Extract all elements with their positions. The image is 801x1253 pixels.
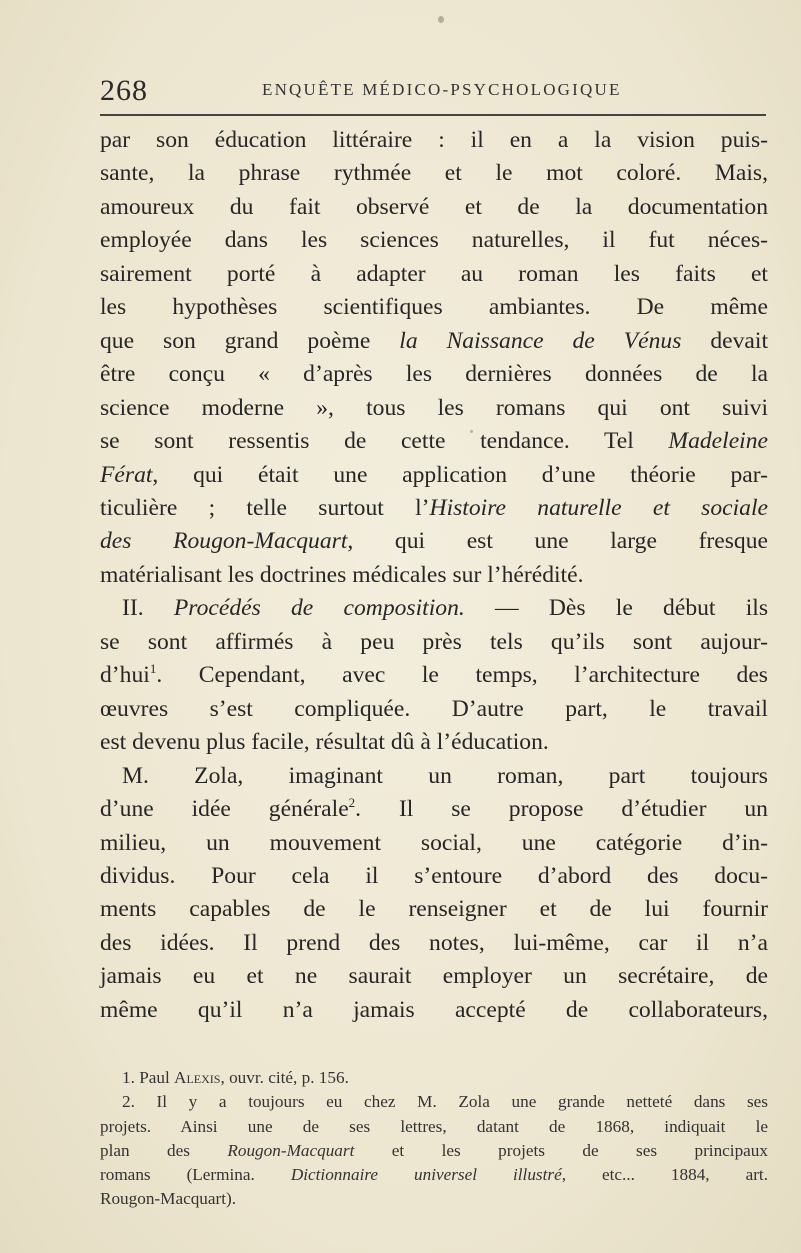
text-line: amoureux du fait observé et de la documentation: [100, 193, 768, 220]
footnote-line: projets. Ainsi une de ses lettres, datant de 1868, indiquait le: [100, 1116, 768, 1136]
text-line: que son grand poème la Naissance de Vénus devait: [100, 327, 769, 354]
text-line: les hypothèses scientifiques ambiantes. De même: [100, 294, 768, 321]
footnote-line: Rougon-Macquart).: [100, 1189, 237, 1209]
text-line: œuvres s’est compliquée. D’autre part, le travail: [100, 695, 768, 722]
footnote-1: 1. Paul Alexis, ouvr. cité, p. 156.: [122, 1068, 349, 1087]
text-line: sante, la phrase rythmée et le mot coloré. Mais,: [100, 160, 768, 187]
text-line: des idées. Il prend des notes, lui-même, car il n’a: [100, 929, 768, 956]
text-line: dividus. Pour cela il s’entoure d’abord des docu-: [100, 862, 768, 889]
text-line: matérialisant les doctrines médicales sur l’hérédité.: [100, 561, 584, 588]
text-line: d’hui$^1$. Cependant, avec le temps, l’architecture des: [100, 661, 768, 689]
footnote-line: plan des Rougon-Macquart et les projets de ses principaux: [100, 1140, 768, 1160]
text-line: sairement porté à adapter au roman les faits et: [100, 260, 768, 287]
page-number: 268: [100, 74, 148, 107]
text-line: est devenu plus facile, résultat dû à l’éducation.: [100, 729, 549, 756]
text-line: jamais eu et ne saurait employer un secrétaire, de: [100, 963, 768, 990]
footnotes: [100, 1066, 768, 1212]
text-line: se sont affirmés à peu près tels qu’ils sont aujour-: [100, 628, 768, 655]
page-header: [100, 74, 764, 108]
text-line: employée dans les sciences naturelles, il fut néces-: [100, 227, 768, 254]
text-line: être conçu « d’après les dernières données de la: [100, 361, 768, 388]
text-line: par son éducation littéraire : il en a la vision puis-: [100, 127, 768, 153]
main-text: [100, 124, 768, 1027]
text-line: science moderne », tous les romans qui ont suivi: [100, 394, 768, 421]
section-heading-line: II. Procédés de composition. — Dès le début ils: [122, 595, 768, 622]
footnote-2: 2. Il y a toujours eu chez M. Zola une grande netteté dans ses: [122, 1092, 768, 1112]
text-line: même qu’il n’a jamais accepté de collaborateurs,: [100, 996, 768, 1023]
text-line: ticulière ; telle surtout l’Histoire naturelle et sociale: [100, 494, 768, 521]
running-head: ENQUÊTE MÉDICO-PSYCHOLOGIQUE: [262, 80, 622, 99]
footnote-line: romans (Lermina. Dictionnaire universel illustré, etc... 1884, art.: [100, 1165, 769, 1185]
text-line: d’une idée générale$^2$. Il se propose d’étudier un: [100, 795, 768, 823]
text-line: M. Zola, imaginant un roman, part toujours: [122, 762, 768, 789]
header-rule: [100, 114, 766, 116]
paper-speck: [438, 16, 444, 23]
text-line: Férat, qui était une application d’une théorie par-: [100, 461, 768, 488]
text-line: ments capables de le renseigner et de lui fournir: [100, 896, 768, 923]
text-line: se sont ressentis de cette tendance. Tel Madeleine: [100, 428, 768, 455]
text-line: des Rougon-Macquart, qui est une large fresque: [100, 528, 768, 555]
text-line: milieu, un mouvement social, une catégorie d’in-: [100, 829, 768, 856]
